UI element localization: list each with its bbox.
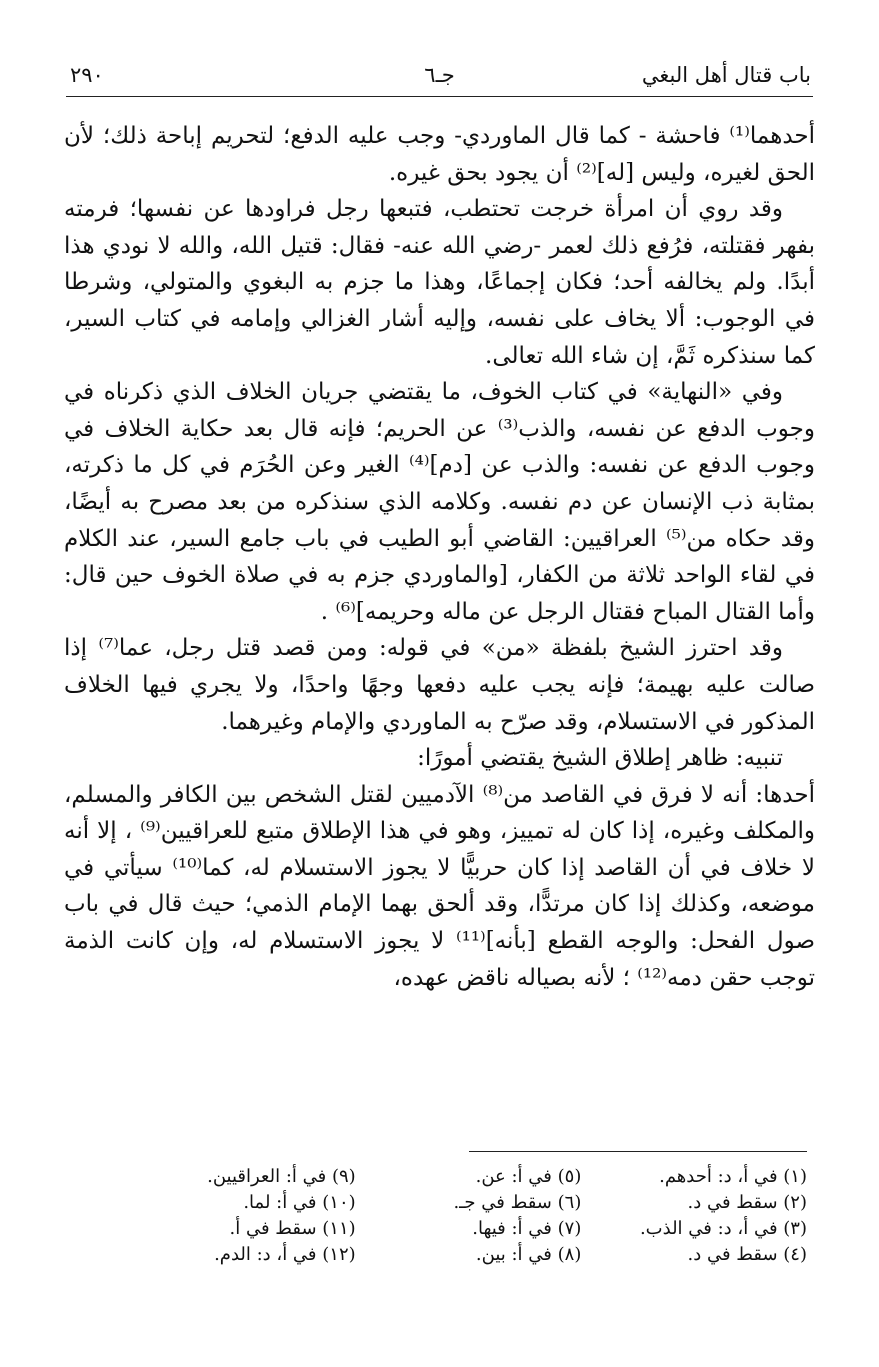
main-text: [64, 118, 815, 996]
footnote: (٣) في أ، د: في الذب.: [639, 1218, 807, 1239]
footnote: (٤) سقط في د.: [687, 1244, 807, 1265]
footnote: (١٠) في أ: لما.: [243, 1192, 356, 1213]
footnote: (٦) سقط في جـ.: [453, 1192, 582, 1213]
footnote: (١) في أ، د: أحدهم.: [659, 1166, 807, 1187]
footnote: (١٢) في أ، د: الدم.: [214, 1244, 356, 1265]
footnote-column: [356, 1164, 582, 1268]
paragraph: وقد احترز الشيخ بلفظة «من» في قوله: ومن قصد قتل رجل، عما⁽⁷⁾ إذا صالت عليه بهيمة؛ فإنه يجب عليه دفعها وجهًا واحدًا، ولا يجري فيها الخلاف المذكور في الاستسلام، وقد صرّح به الماوردي والإمام وغيرهما.: [64, 635, 815, 735]
footnote-separator: [469, 1151, 807, 1152]
footnote: (٢) سقط في د.: [687, 1192, 807, 1213]
running-header: [66, 56, 813, 97]
paragraph: أحدها: أنه لا فرق في القاصد من⁽⁸⁾ الآدميين لقتل الشخص بين الكافر والمسلم، والمكلف وغيره، إذا كان له تمييز، وهو في هذا الإطلاق متبع للعراقيين⁽⁹⁾ ، إلا أنه لا خلاف في أن القاصد إذا كان حربيًّا لا يجوز الاستسلام له، كما⁽¹⁰⁾ سيأتي في موضعه، وكذلك إذا كان مرتدًّا، وقد ألحق بهما الإمام الذمي؛ حيث قال في باب صول الفحل: والوجه القطع [بأنه]⁽¹¹⁾ لا يجوز الاستسلام له، وإن كانت الذمة توجب حقن دمه⁽¹²⁾ ؛ لأنه بصياله ناقض عهده،: [64, 781, 815, 991]
footnote: (١١) سقط في أ.: [229, 1218, 356, 1239]
footnote: (٥) في أ: عن.: [475, 1166, 582, 1187]
footnote: (٧) في أ: فيها.: [472, 1218, 582, 1239]
page-number: ٢٩٠: [70, 63, 104, 87]
paragraph: وفي «النهاية» في كتاب الخوف، ما يقتضي جريان الخلاف الذي ذكرناه في وجوب الدفع عن نفسه، والذب⁽³⁾ عن الحريم؛ فإنه قال بعد حكاية الخلاف في وجوب الدفع عن نفسه: والذب عن [دم]⁽⁴⁾ الغير وعن الحُرَم في كل ما ذكرته، بمثابة ذب الإنسان عن دم نفسه. وكلامه الذي سنذكره من بعد مصرح به أيضًا، وقد حكاه من⁽⁵⁾ العراقيين: القاضي أبو الطيب في باب جامع السير، عند الكلام في لقاء الواحد ثلاثة من الكفار، [والماوردي جزم به في صلاة الخوف حين قال: وأما القتال المباح فقتال الرجل عن ماله وحريمه]⁽⁶⁾ .: [64, 379, 815, 625]
footnote: (٩) في أ: العراقيين.: [207, 1166, 356, 1187]
footnotes: [130, 1164, 807, 1268]
notice-heading: تنبيه: ظاهر إطلاق الشيخ يقتضي أمورًا:: [417, 745, 783, 772]
chapter-title: باب قتال أهل البغي: [641, 63, 811, 87]
footnote-column: [130, 1164, 356, 1268]
footnote: (٨) في أ: بين.: [475, 1244, 582, 1265]
paragraph: وقد روي أن امرأة خرجت تحتطب، فتبعها رجل فراودها عن نفسها؛ فرمته بفهر فقتلته، فرُفع ذلك لعمر -رضي الله عنه- فقال: قتيل الله، والله لا نودي هذا أبدًا. ولم يخالفه أحد؛ فكان إجماعًا، وهذا ما جزم به البغوي والمتولي، وشرطا في الوجوب: ألا يخاف على نفسه، وإليه أشار الغزالي وإمامه في كتاب السير، كما سنذكره ثَمَّ، إن شاء الله تعالى.: [64, 196, 815, 369]
volume-label: جـ٦: [424, 63, 455, 87]
footnote-column: [581, 1164, 807, 1268]
paragraph: أحدهما⁽¹⁾ فاحشة - كما قال الماوردي- وجب عليه الدفع؛ لتحريم إباحة ذلك؛ لأن الحق لغيره، وليس [له]⁽²⁾ أن يجود بحق غيره.: [64, 123, 815, 186]
